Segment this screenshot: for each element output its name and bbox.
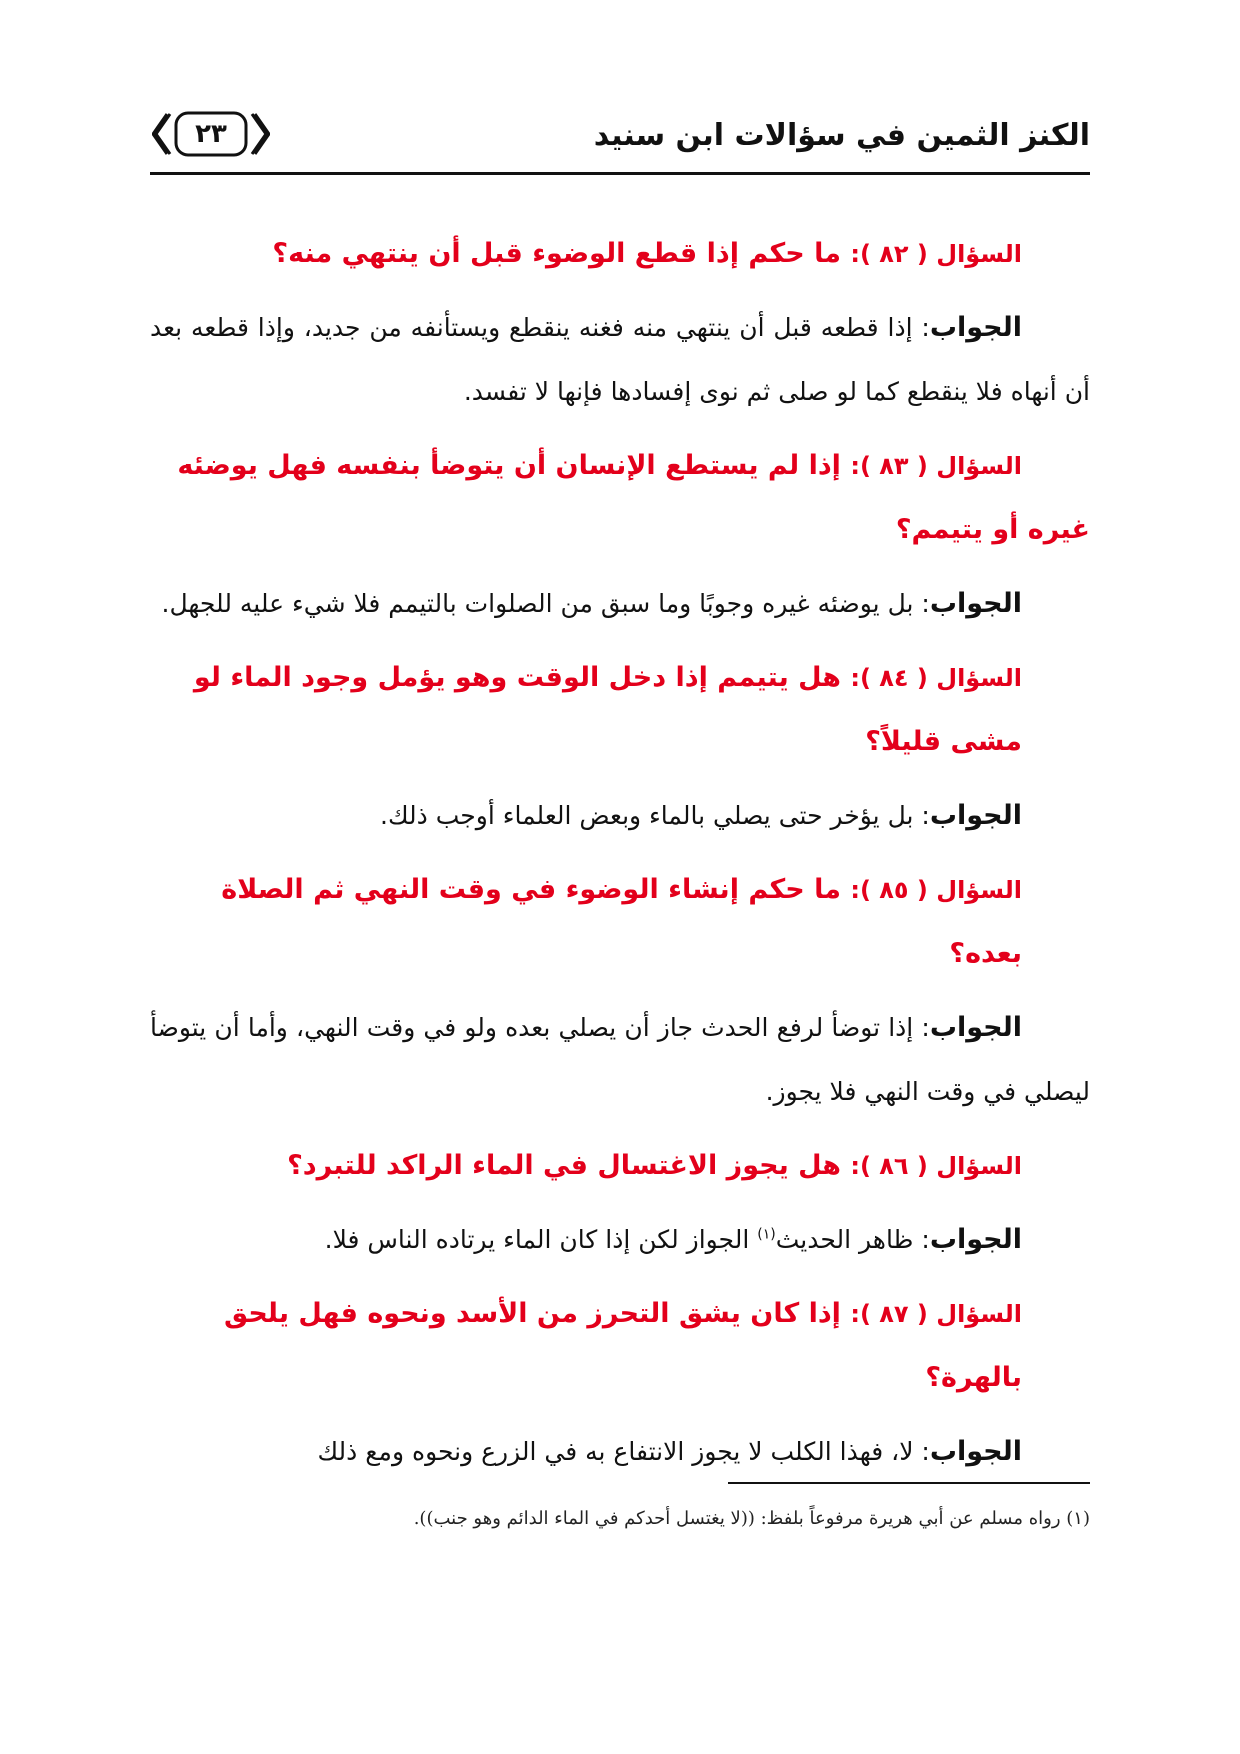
- question-text: هل يجوز الاغتسال في الماء الراكد للتبرد؟: [287, 1150, 851, 1181]
- question-87: [150, 1282, 1090, 1410]
- answer-text-continued: الجواز لكن إذا كان الماء يرتاده الناس فلا.: [324, 1225, 758, 1254]
- running-header-title: الكنز الثمين في سؤالات ابن سنيد: [593, 118, 1090, 153]
- page-number: ٢٣: [195, 119, 227, 149]
- answer-83: [150, 572, 1090, 636]
- question-text: ما حكم إنشاء الوضوء في وقت النهي ثم الصلاة بعده؟: [221, 874, 1022, 969]
- answer-82: [150, 296, 1090, 424]
- footnote-marker[interactable]: (١): [757, 1226, 776, 1243]
- answer-label: الجواب: [929, 588, 1022, 619]
- question-label: السؤال ( ٨٧ ):: [850, 1300, 1022, 1328]
- question-82: [150, 222, 1090, 286]
- question-text: ما حكم إذا قطع الوضوء قبل أن ينتهي منه؟: [272, 238, 851, 269]
- answer-label: الجواب: [929, 312, 1022, 343]
- answer-label: الجواب: [929, 1224, 1022, 1255]
- answer-text: : إذا قطعه قبل أن ينتهي منه فغنه ينقطع ويستأنفه من جديد، وإذا قطعه بعد أن أنهاه فلا ينقطع كما لو صلى ثم نوى إفسادها فإنها لا تفسد.: [150, 313, 1090, 406]
- answer-85: [150, 996, 1090, 1124]
- question-86: [150, 1134, 1090, 1198]
- answer-label: الجواب: [929, 800, 1022, 831]
- main-text: [150, 222, 1090, 1484]
- question-83: [150, 434, 1090, 562]
- question-label: السؤال ( ٨٢ ):: [850, 240, 1022, 268]
- question-label: السؤال ( ٨٥ ):: [850, 876, 1022, 904]
- answer-text: : بل يؤخر حتى يصلي بالماء وبعض العلماء أوجب ذلك.: [380, 801, 930, 830]
- question-text: إذا لم يستطع الإنسان أن يتوضأ بنفسه فهل يوضئه غيره أو يتيمم؟: [177, 450, 1090, 545]
- answer-text: : لا، فهذا الكلب لا يجوز الانتفاع به في الزرع ونحوه ومع ذلك: [317, 1437, 930, 1466]
- question-84: [150, 646, 1090, 774]
- header-rule: [150, 172, 1090, 175]
- answer-86: [150, 1208, 1090, 1272]
- answer-label: الجواب: [929, 1012, 1022, 1043]
- question-label: السؤال ( ٨٦ ):: [850, 1152, 1022, 1180]
- answer-text: : ظاهر الحديث: [775, 1225, 930, 1254]
- footnote-separator: [728, 1482, 1090, 1484]
- answer-87: [150, 1420, 1090, 1484]
- answer-84: [150, 784, 1090, 848]
- question-label: السؤال ( ٨٤ ):: [850, 664, 1022, 692]
- footnote-1: (١) رواه مسلم عن أبي هريرة مرفوعاً بلفظ: ((لا يغتسل أحدكم في الماء الدائم وهو جنب)).: [413, 1508, 1090, 1529]
- page-number-badge: [152, 110, 270, 158]
- question-85: [150, 858, 1090, 986]
- question-text: إذا كان يشق التحرز من الأسد ونحوه فهل يلحق بالهرة؟: [224, 1298, 1022, 1393]
- answer-text: : بل يوضئه غيره وجوبًا وما سبق من الصلوات بالتيمم فلا شيء عليه للجهل.: [161, 589, 930, 618]
- question-label: السؤال ( ٨٣ ):: [850, 452, 1022, 480]
- answer-text: : إذا توضأ لرفع الحدث جاز أن يصلي بعده ولو في وقت النهي، وأما أن يتوضأ ليصلي في وقت النهي فلا يجوز.: [150, 1013, 1090, 1106]
- answer-label: الجواب: [929, 1436, 1022, 1467]
- question-text: هل يتيمم إذا دخل الوقت وهو يؤمل وجود الماء لو مشى قليلاً؟: [193, 662, 1022, 757]
